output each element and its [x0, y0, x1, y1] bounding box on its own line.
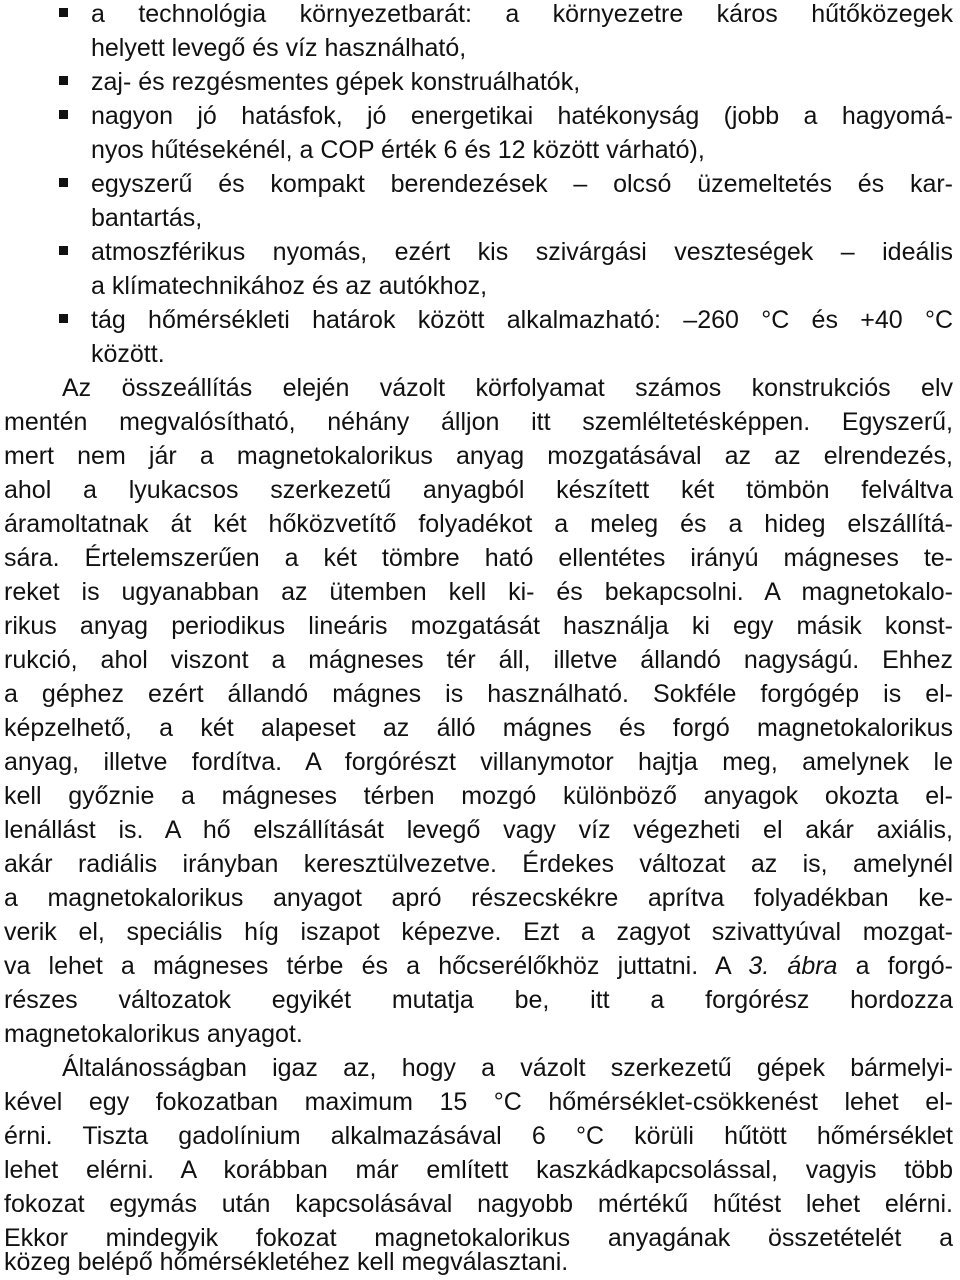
paragraph-line: lenállást is. A hő elszállítását levegő vagy víz végezheti el akár axiális,	[4, 816, 953, 844]
figure-reference-link[interactable]: 3. ábra	[748, 952, 838, 980]
paragraph-line: közeg belépő hőmérsékletéhez kell megválasztani.	[4, 1248, 569, 1276]
paragraph-line: ahol a lyukacsos szerkezetű anyagból készített két tömbön felváltva	[4, 476, 953, 504]
paragraph-line: magnetokalorikus anyagot.	[4, 1020, 303, 1048]
bullet-1-line-1: a technológia környezetbarát: a környezetre káros hűtőközegek	[91, 0, 953, 28]
bullet-square-icon	[59, 246, 68, 255]
paragraph-line: mentén megvalósítható, néhány álljon itt szemléltetésképpen. Egyszerű,	[4, 408, 953, 436]
paragraph-line: Ekkor mindegyik fokozat magnetokalorikus anyagának összetételét a	[4, 1224, 953, 1252]
paragraph-line: részes változatok egyikét mutatja be, itt a forgórész hordozza	[4, 986, 953, 1014]
paragraph-line: mert nem jár a magnetokalorikus anyag mozgatásával az az elrendezés,	[4, 442, 953, 470]
paragraph-line: verik el, speciális híg iszapot képezve. Ezt a zagyot szivattyúval mozgat-	[4, 918, 953, 946]
paragraph-line: kell győznie a mágneses térben mozgó különböző anyagok okozta el-	[4, 782, 953, 810]
paragraph-line-with-figure-ref	[4, 949, 953, 983]
paragraph-line: kével egy fokozatban maximum 15 °C hőmérséklet-csökkenést lehet el-	[4, 1088, 953, 1116]
bullet-3-line-2: nyos hűtésekénél, a COP érték 6 és 12 között várható),	[91, 136, 705, 164]
paragraph-line: képzelhető, a két alapeset az álló mágnes és forgó magnetokalorikus	[4, 714, 953, 742]
bullet-4-line-1: egyszerű és kompakt berendezések – olcsó üzemeltetés és kar-	[91, 170, 953, 198]
bullet-2-line-1: zaj- és rezgésmentes gépek konstruálhatók,	[91, 68, 581, 96]
paragraph-text: va lehet a mágneses térbe és a hőcserélőkhöz juttatni.	[4, 952, 699, 980]
paragraph-line: Általánosságban igaz az, hogy a vázolt szerkezetű gépek bármelyi-	[62, 1054, 953, 1082]
paragraph-line: anyag, illetve fordítva. A forgórészt villanymotor hajtja meg, amelynek le	[4, 748, 953, 776]
paragraph-line: lehet elérni. A korábban már említett kaszkádkapcsolással, vagyis több	[4, 1156, 953, 1184]
figure-ref-after: a forgó-	[837, 952, 953, 980]
bullet-6-line-1: tág hőmérsékleti határok között alkalmazható: –260 °C és +40 °C	[91, 306, 953, 334]
bullet-square-icon	[59, 178, 68, 187]
bullet-3-line-1: nagyon jó hatásfok, jó energetikai hatékonyság (jobb a hagyomá-	[91, 102, 953, 130]
paragraph-line: fokozat egymás után kapcsolásával nagyobb mértékű hűtést lehet elérni.	[4, 1190, 953, 1218]
bullet-square-icon	[59, 110, 68, 119]
paragraph-line: a géphez ezért állandó mágnes is használható. Sokféle forgógép is el-	[4, 680, 953, 708]
paragraph-line: rukció, ahol viszont a mágneses tér áll, illetve állandó nagyságú. Ehhez	[4, 646, 953, 674]
bullet-5-line-1: atmoszférikus nyomás, ezért kis szivárgási veszteségek – ideális	[91, 238, 953, 266]
paragraph-line: rikus anyag periodikus lineáris mozgatását használja ki egy másik konst-	[4, 612, 953, 640]
paragraph-line: a magnetokalorikus anyagot apró részecskékre aprítva folyadékban ke-	[4, 884, 953, 912]
bullet-6-line-2: között.	[91, 340, 165, 368]
bullet-1-line-2: helyett levegő és víz használható,	[91, 34, 467, 62]
paragraph-line: sára. Értelemszerűen a két tömbre ható ellentétes irányú mágneses te-	[4, 544, 953, 572]
paragraph-line: áramoltatnak át két hőközvetítő folyadékot a meleg és a hideg elszállítá-	[4, 510, 953, 538]
paragraph-line: érni. Tiszta gadolínium alkalmazásával 6 °C körüli hűtött hőmérséklet	[4, 1122, 953, 1150]
bullet-4-line-2: bantartás,	[91, 204, 203, 232]
figure-ref-before: A	[714, 952, 749, 980]
bullet-5-line-2: a klímatechnikához és az autókhoz,	[91, 272, 488, 300]
bullet-square-icon	[59, 76, 68, 85]
paragraph-line: akár radiális irányban keresztülvezetve. Érdekes változat az is, amelynél	[4, 850, 953, 878]
bullet-square-icon	[59, 314, 68, 323]
bullet-square-icon	[59, 8, 68, 17]
paragraph-line: reket is ugyanabban az ütemben kell ki- és bekapcsolni. A magnetokalo-	[4, 578, 953, 606]
paragraph-line: Az összeállítás elején vázolt körfolyamat számos konstrukciós elv	[62, 374, 953, 402]
